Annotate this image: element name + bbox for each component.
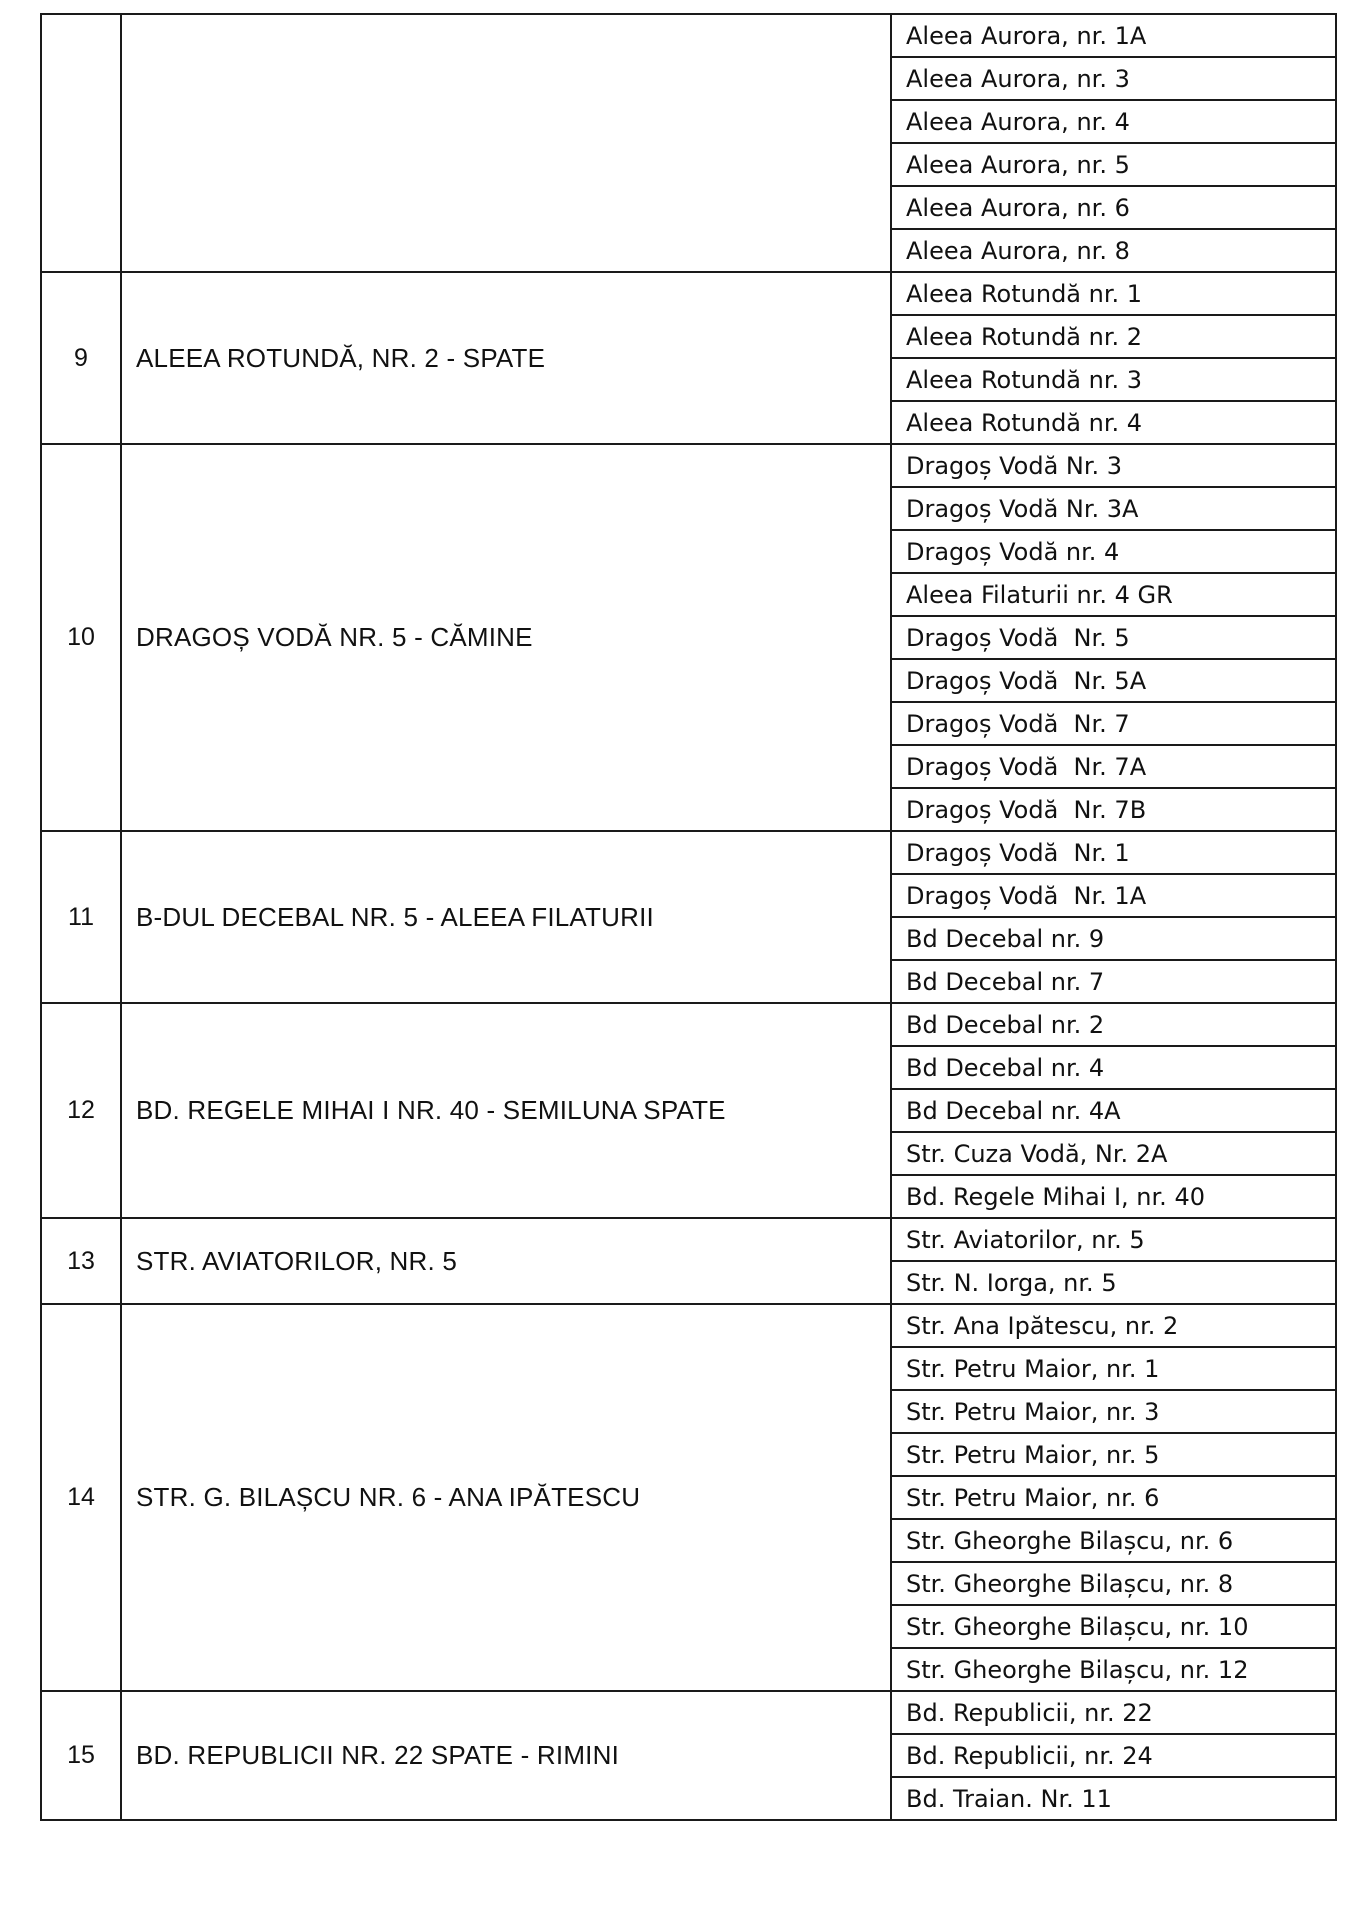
group-location: DRAGOȘ VODĂ NR. 5 - CĂMINE [121,444,891,831]
address-cell: Str. Petru Maior, nr. 5 [891,1433,1336,1476]
group-number: 9 [41,272,121,444]
address-cell: Aleea Aurora, nr. 5 [891,143,1336,186]
address-cell: Aleea Aurora, nr. 3 [891,57,1336,100]
address-cell: Bd Decebal nr. 4 [891,1046,1336,1089]
group-location: STR. G. BILAȘCU NR. 6 - ANA IPĂTESCU [121,1304,891,1691]
address-cell: Str. Gheorghe Bilașcu, nr. 12 [891,1648,1336,1691]
address-cell: Dragoș Vodă Nr. 7 [891,702,1336,745]
address-cell: Dragoș Vodă Nr. 3 [891,444,1336,487]
table-row [41,1003,1336,1046]
table-row [41,1218,1336,1261]
address-cell: Str. Gheorghe Bilașcu, nr. 6 [891,1519,1336,1562]
address-cell: Str. Petru Maior, nr. 3 [891,1390,1336,1433]
address-cell: Bd Decebal nr. 9 [891,917,1336,960]
table-row [41,272,1336,315]
address-cell: Str. Petru Maior, nr. 1 [891,1347,1336,1390]
address-cell: Dragoș Vodă Nr. 1A [891,874,1336,917]
address-cell: Bd. Republicii, nr. 24 [891,1734,1336,1777]
address-cell: Dragoș Vodă Nr. 7B [891,788,1336,831]
group-location: ALEEA ROTUNDĂ, NR. 2 - SPATE [121,272,891,444]
address-cell: Aleea Aurora, nr. 4 [891,100,1336,143]
address-cell: Bd. Regele Mihai I, nr. 40 [891,1175,1336,1218]
address-cell: Dragoș Vodă nr. 4 [891,530,1336,573]
address-cell: Str. Petru Maior, nr. 6 [891,1476,1336,1519]
group-location: BD. REGELE MIHAI I NR. 40 - SEMILUNA SPATE [121,1003,891,1218]
address-cell: Bd. Republicii, nr. 22 [891,1691,1336,1734]
address-table-body [41,14,1336,1820]
address-cell: Dragoș Vodă Nr. 1 [891,831,1336,874]
address-cell: Dragoș Vodă Nr. 5A [891,659,1336,702]
group-location: BD. REPUBLICII NR. 22 SPATE - RIMINI [121,1691,891,1820]
group-number: 12 [41,1003,121,1218]
address-cell: Dragoș Vodă Nr. 7A [891,745,1336,788]
table-row [41,14,1336,57]
address-cell: Bd. Traian. Nr. 11 [891,1777,1336,1820]
table-row [41,831,1336,874]
group-location: B-DUL DECEBAL NR. 5 - ALEEA FILATURII [121,831,891,1003]
address-cell: Bd Decebal nr. 4A [891,1089,1336,1132]
address-cell: Str. Cuza Vodă, Nr. 2A [891,1132,1336,1175]
address-cell: Dragoș Vodă Nr. 3A [891,487,1336,530]
address-cell: Bd Decebal nr. 7 [891,960,1336,1003]
group-number: 14 [41,1304,121,1691]
group-number: 11 [41,831,121,1003]
address-cell: Aleea Filaturii nr. 4 GR [891,573,1336,616]
address-cell: Str. Ana Ipătescu, nr. 2 [891,1304,1336,1347]
address-cell: Aleea Rotundă nr. 2 [891,315,1336,358]
address-cell: Aleea Aurora, nr. 8 [891,229,1336,272]
group-number: 13 [41,1218,121,1304]
group-location [121,14,891,272]
group-number: 10 [41,444,121,831]
address-cell: Bd Decebal nr. 2 [891,1003,1336,1046]
group-location: STR. AVIATORILOR, NR. 5 [121,1218,891,1304]
table-row [41,1691,1336,1734]
address-cell: Str. N. Iorga, nr. 5 [891,1261,1336,1304]
address-cell: Str. Aviatorilor, nr. 5 [891,1218,1336,1261]
address-cell: Aleea Rotundă nr. 1 [891,272,1336,315]
address-cell: Aleea Aurora, nr. 6 [891,186,1336,229]
address-cell: Str. Gheorghe Bilașcu, nr. 10 [891,1605,1336,1648]
address-cell: Aleea Aurora, nr. 1A [891,14,1336,57]
table-row [41,444,1336,487]
address-cell: Aleea Rotundă nr. 4 [891,401,1336,444]
group-number [41,14,121,272]
table-row [41,1304,1336,1347]
group-number: 15 [41,1691,121,1820]
address-cell: Str. Gheorghe Bilașcu, nr. 8 [891,1562,1336,1605]
address-table [40,13,1337,1821]
address-cell: Dragoș Vodă Nr. 5 [891,616,1336,659]
address-cell: Aleea Rotundă nr. 3 [891,358,1336,401]
